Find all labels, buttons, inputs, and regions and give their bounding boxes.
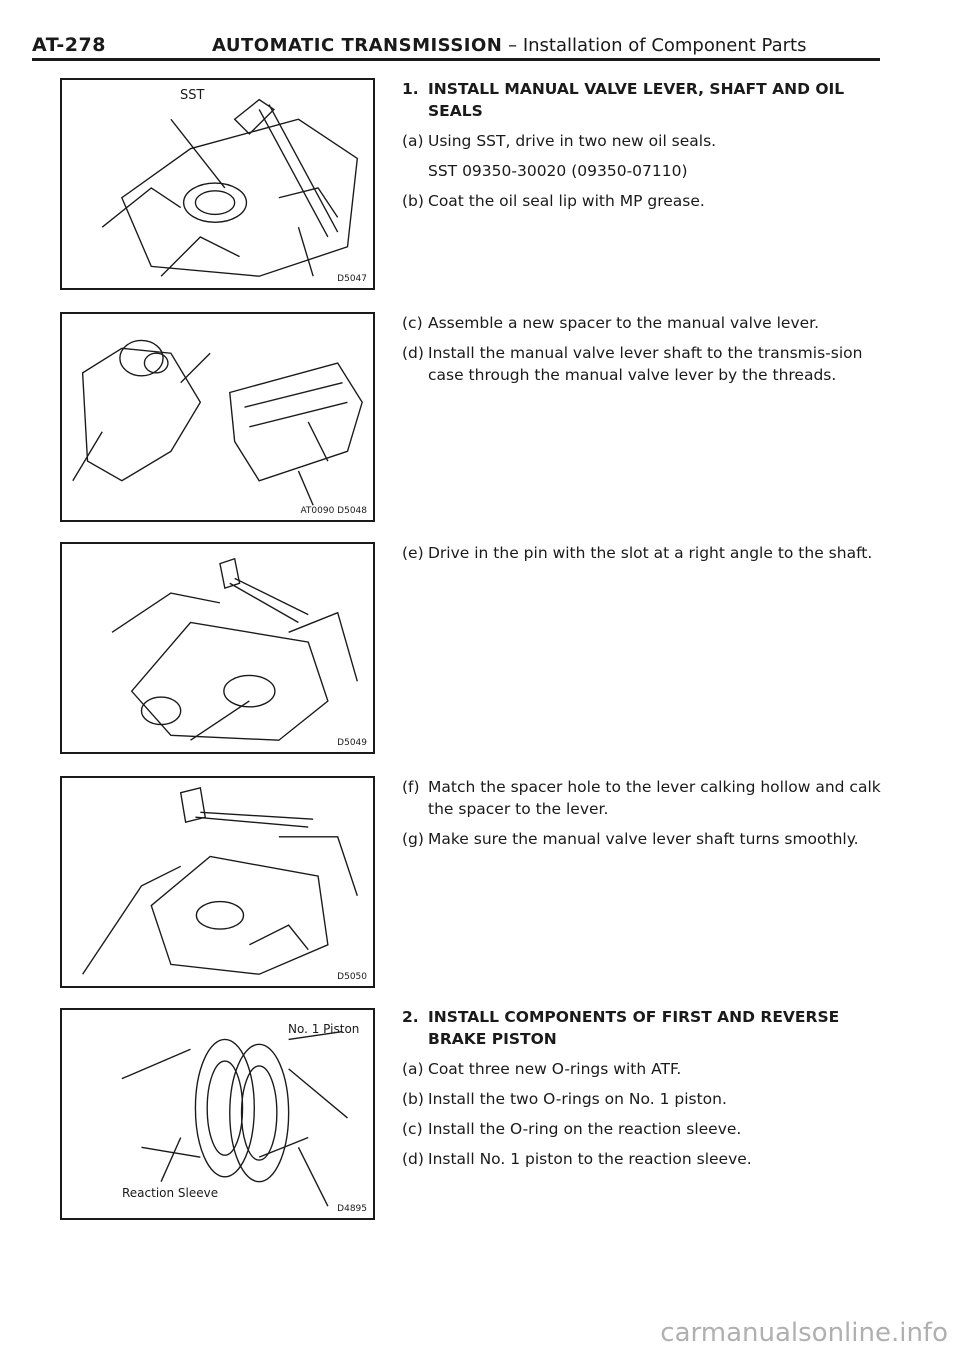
- step-number: 2.: [402, 1008, 419, 1026]
- step-1-intro: [402, 78, 882, 212]
- item-label: (b): [402, 192, 424, 210]
- step-1-fg: [402, 776, 882, 850]
- illustration-oil-seal-install: [62, 80, 373, 288]
- label-sst: SST: [180, 88, 205, 103]
- item-text: Using SST, drive in two new oil seals.: [428, 132, 717, 150]
- title-separator: –: [502, 35, 523, 56]
- item-text: Coat the oil seal lip with MP grease.: [428, 192, 705, 210]
- header-rule: [32, 58, 880, 61]
- item-text: Assemble a new spacer to the manual valve lever.: [428, 314, 820, 332]
- label-no1-piston: No. 1 Piston: [288, 1022, 360, 1036]
- figure-d5050: [60, 776, 375, 988]
- step-1-cd: [402, 312, 882, 386]
- item-label: (e): [402, 544, 424, 562]
- figure-d5049: [60, 542, 375, 754]
- item-text: Match the spacer hole to the lever calking hollow and calk the spacer to the lever.: [428, 778, 881, 818]
- illustration-drive-pin: [62, 544, 373, 752]
- figure-code: D5047: [337, 274, 367, 284]
- figure-d5047: [60, 78, 375, 290]
- item-label: (d): [402, 344, 424, 362]
- item-label: (a): [402, 132, 424, 150]
- item-label: (f): [402, 778, 420, 796]
- step-title: INSTALL COMPONENTS OF FIRST AND REVERSE BRAKE PISTON: [428, 1008, 840, 1048]
- figure-code: D4895: [337, 1204, 367, 1214]
- item-text: Install the manual valve lever shaft to the transmis-sion case through the manual valve lever by the threads.: [428, 344, 863, 384]
- step-number: 1.: [402, 80, 419, 98]
- step-title: INSTALL MANUAL VALVE LEVER, SHAFT AND OIL SEALS: [428, 80, 845, 120]
- figure-code: AT0090 D5048: [300, 506, 367, 516]
- illustration-calk-spacer: [62, 778, 373, 986]
- item-text: Install No. 1 piston to the reaction sleeve.: [428, 1150, 752, 1168]
- figure-code: D5049: [337, 738, 367, 748]
- label-reaction-sleeve: Reaction Sleeve: [122, 1186, 219, 1200]
- illustration-valve-lever-shaft: [62, 314, 373, 520]
- subsection-title: Installation of Component Parts: [522, 35, 807, 56]
- step-1-e: [402, 542, 882, 564]
- watermark: carmanualsonline.info: [660, 1318, 948, 1348]
- figure-d4895: [60, 1008, 375, 1220]
- section-title: AUTOMATIC TRANSMISSION: [212, 35, 503, 56]
- item-label: (a): [402, 1060, 424, 1078]
- item-text: Drive in the pin with the slot at a right angle to the shaft.: [428, 544, 873, 562]
- page-title: [212, 35, 806, 56]
- item-label: (c): [402, 1120, 423, 1138]
- item-text: Install the O-ring on the reaction sleeve.: [428, 1120, 742, 1138]
- item-label: (g): [402, 830, 424, 848]
- sst-number: SST 09350-30020 (09350-07110): [428, 162, 688, 180]
- figure-code: D5050: [337, 972, 367, 982]
- item-label: (c): [402, 314, 423, 332]
- page-number: AT-278: [32, 34, 106, 56]
- item-text: Install the two O-rings on No. 1 piston.: [428, 1090, 727, 1108]
- item-text: Make sure the manual valve lever shaft turns smoothly.: [428, 830, 859, 848]
- figure-d5048: [60, 312, 375, 522]
- step-2: [402, 1006, 882, 1170]
- item-text: Coat three new O-rings with ATF.: [428, 1060, 682, 1078]
- item-label: (b): [402, 1090, 424, 1108]
- item-label: (d): [402, 1150, 424, 1168]
